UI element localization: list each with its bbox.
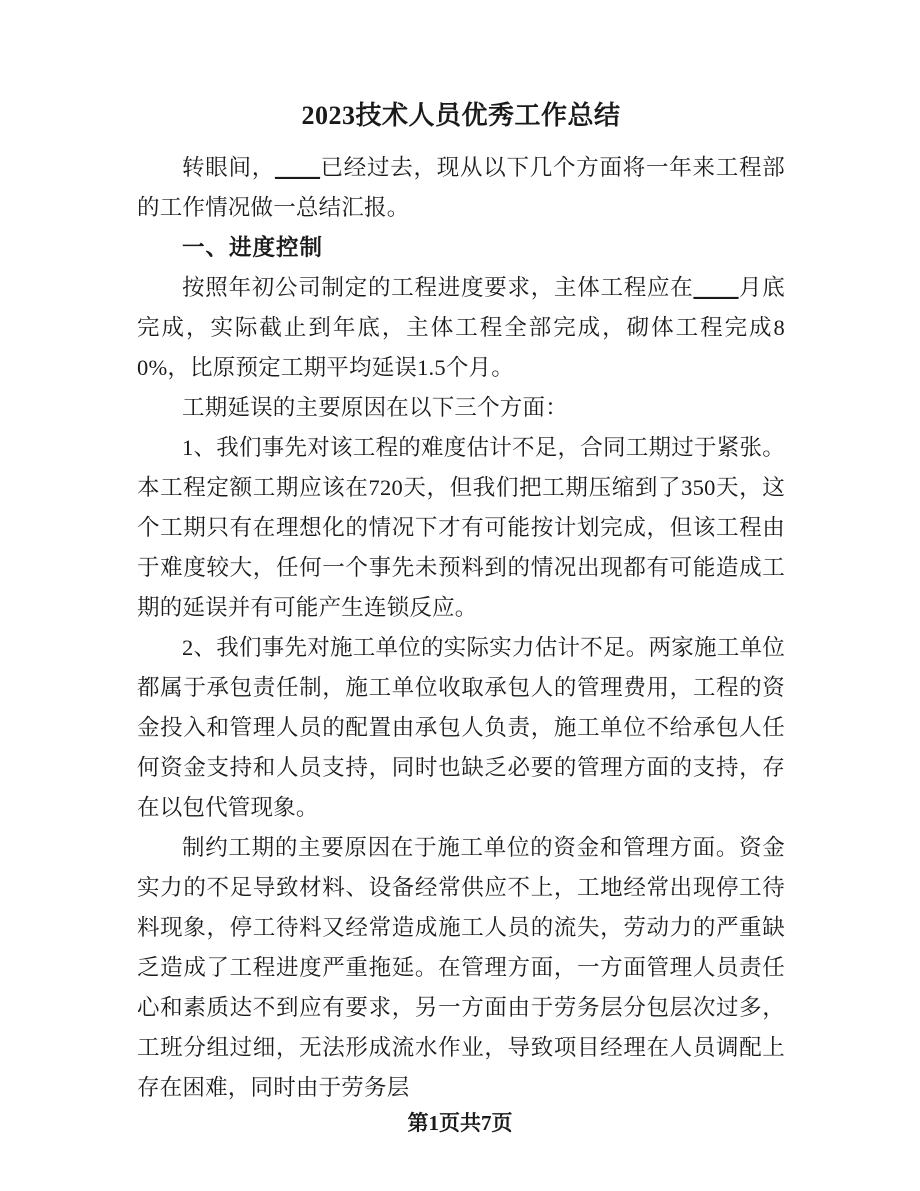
paragraph-reason-2: 2、我们事先对施工单位的实际实力估计不足。两家施工单位都属于承包责任制，施工单位收取承包人的管理费用，工程的资金投入和管理人员的配置由承包人负责，施工单位不给承包人任何资金支持和人员支持，同时也缺乏必要的管理方面的支持，存在以包代管现象。	[137, 635, 785, 820]
page-number-label: 第1页共7页	[407, 1111, 513, 1135]
fill-in-blank: ____	[275, 155, 320, 180]
section-heading-progress-control: 一、进度控制	[182, 235, 324, 260]
paragraph-reasons-lead: 工期延误的主要原因在以下三个方面：	[182, 395, 568, 420]
fill-in-blank: ____	[693, 275, 739, 300]
paragraph-schedule-status: 按照年初公司制定的工程进度要求，主体工程应在____月底完成，实际截止到年底，主体工程全部完成，砌体工程完成80%，比原预定工期平均延误1.5个月。	[137, 275, 785, 380]
page-title: 2023技术人员优秀工作总结	[301, 101, 621, 130]
paragraph-reason-1: 1、我们事先对该工程的难度估计不足，合同工期过于紧张。本工程定额工期应该在720天，但我们把工期压缩到了350天，这个工期只有在理想化的情况下才有可能按计划完成，但该工程由于难度较大，任何一个事先未预料到的情况出现都有可能造成工期的延误并有可能产生连锁反应。	[137, 435, 785, 620]
paragraph-intro: 转眼间，____已经过去，现从以下几个方面将一年来工程部的工作情况做一总结汇报。	[137, 155, 785, 220]
paragraph-constraints: 制约工期的主要原因在于施工单位的资金和管理方面。资金实力的不足导致材料、设备经常供应不上，工地经常出现停工待料现象，停工待料又经常造成施工人员的流失，劳动力的严重缺乏造成了工程进度严重拖延。在管理方面，一方面管理人员责任心和素质达不到应有要求，另一方面由于劳务层分包层次过多，工班分组过细，无法形成流水作业，导致项目经理在人员调配上存在困难，同时由于劳务层	[137, 835, 785, 1100]
page-footer	[0, 1108, 920, 1138]
document-body	[137, 96, 785, 1108]
